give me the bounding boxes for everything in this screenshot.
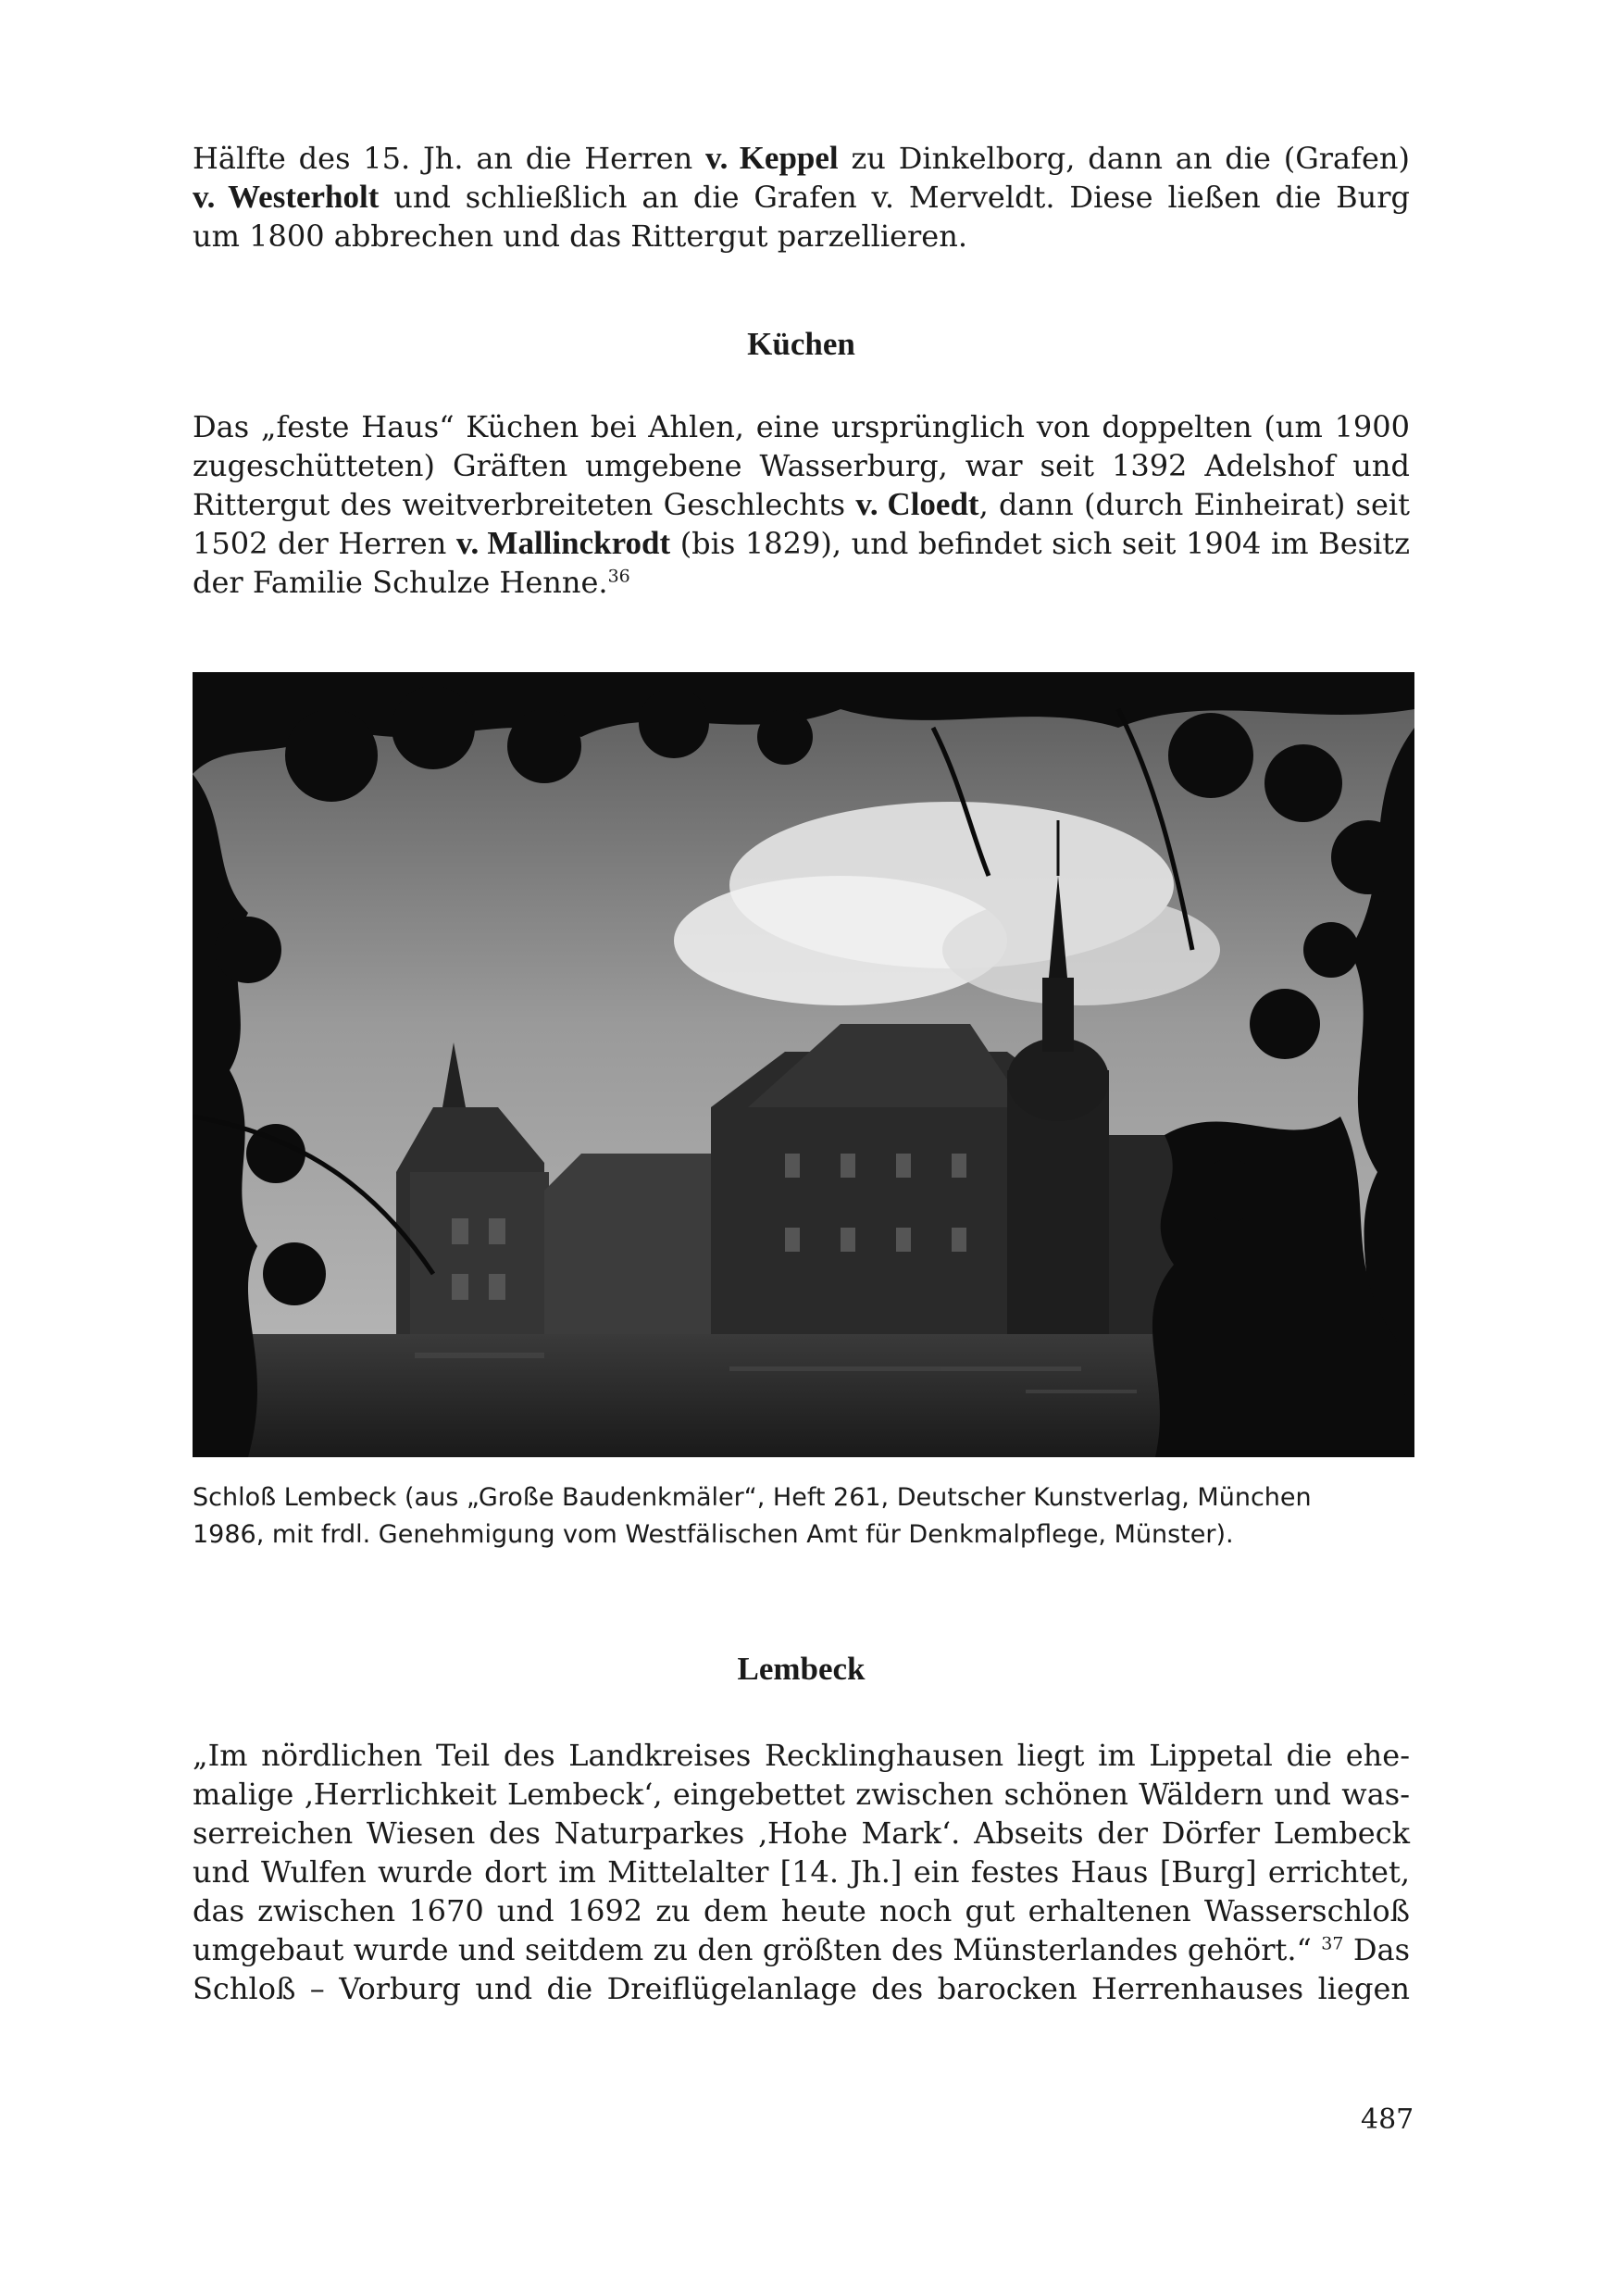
paragraph-kuechen (193, 407, 1410, 602)
text-line: Schloß – Vorburg und die Dreiflügelanlage des barocken Herrenhauses liegen (193, 1971, 1410, 2006)
heading-lembeck: Lembeck (737, 1651, 866, 1687)
text-line: Das „feste Haus“ Küchen bei Ahlen, eine ursprünglich von doppelten (um 1900 (193, 409, 1410, 444)
text-line: Rittergut des weitverbreiteten Geschlechts v. Cloedt, dann (durch Einheirat) seit (193, 486, 1411, 522)
bold-name: v. Westerholt (193, 179, 380, 215)
text-line: zugeschütteten) Gräften umgebene Wasserburg, war seit 1392 Adelshof und (193, 448, 1410, 483)
text-line: umgebaut wurde und seitdem zu den größten des Münsterlandes gehört.“ $^{37}$ Das (193, 1932, 1411, 1967)
text-line: Hälfte des 15. Jh. an die Herren v. Keppel zu Dinkelborg, dann an die (Grafen) (193, 140, 1411, 176)
footnote-ref: 37 (1321, 1933, 1344, 1954)
photo-caption (193, 1479, 1424, 1554)
page-number: 487 (1361, 2103, 1414, 2136)
text-line: um 1800 abbrechen und das Rittergut parzellieren. (193, 218, 968, 254)
paragraph-lembeck (193, 1736, 1410, 2008)
footnote-ref: 36 (607, 566, 630, 587)
bold-name: v. Cloedt (855, 486, 979, 522)
text-line: der Familie Schulze Henne.$^{36}$ (193, 565, 630, 600)
castle-photograph (193, 672, 1414, 1457)
photo-schloss-lembeck (193, 672, 1414, 1457)
bold-name: v. Mallinckrodt (455, 525, 671, 561)
paragraph-keppel-westerholt (193, 139, 1410, 256)
text-line: 1502 der Herren v. Mallinckrodt (bis 1829), und befindet sich seit 1904 im Besitz (193, 525, 1411, 561)
text-line: und Wulfen wurde dort im Mittelalter [14. Jh.] ein festes Haus [Burg] errichtet, (193, 1854, 1410, 1890)
text-line: serreichen Wiesen des Naturparkes ‚Hohe Mark‘. Abseits der Dörfer Lembeck (193, 1816, 1410, 1851)
text-line: das zwischen 1670 und 1692 zu dem heute noch gut erhaltenen Wasserschloß (193, 1893, 1410, 1928)
caption-line-1: Schloß Lembeck (aus „Große Baudenkmäler“, Heft 261, Deutscher Kunstverlag, München (193, 1483, 1312, 1512)
text-line: v. Westerholt und schließlich an die Grafen v. Merveldt. Diese ließen die Burg (193, 179, 1411, 215)
text-line: malige ‚Herrlichkeit Lembeck‘, eingebettet zwischen schönen Wäldern und was- (193, 1777, 1410, 1812)
bold-name: v. Keppel (705, 140, 839, 176)
text-line: „Im nördlichen Teil des Landkreises Recklinghausen liegt im Lippetal die ehe- (193, 1738, 1410, 1773)
heading-kuechen: Küchen (747, 326, 855, 362)
caption-line-2: 1986, mit frdl. Genehmigung vom Westfälischen Amt für Denkmalpflege, Münster). (193, 1520, 1234, 1549)
